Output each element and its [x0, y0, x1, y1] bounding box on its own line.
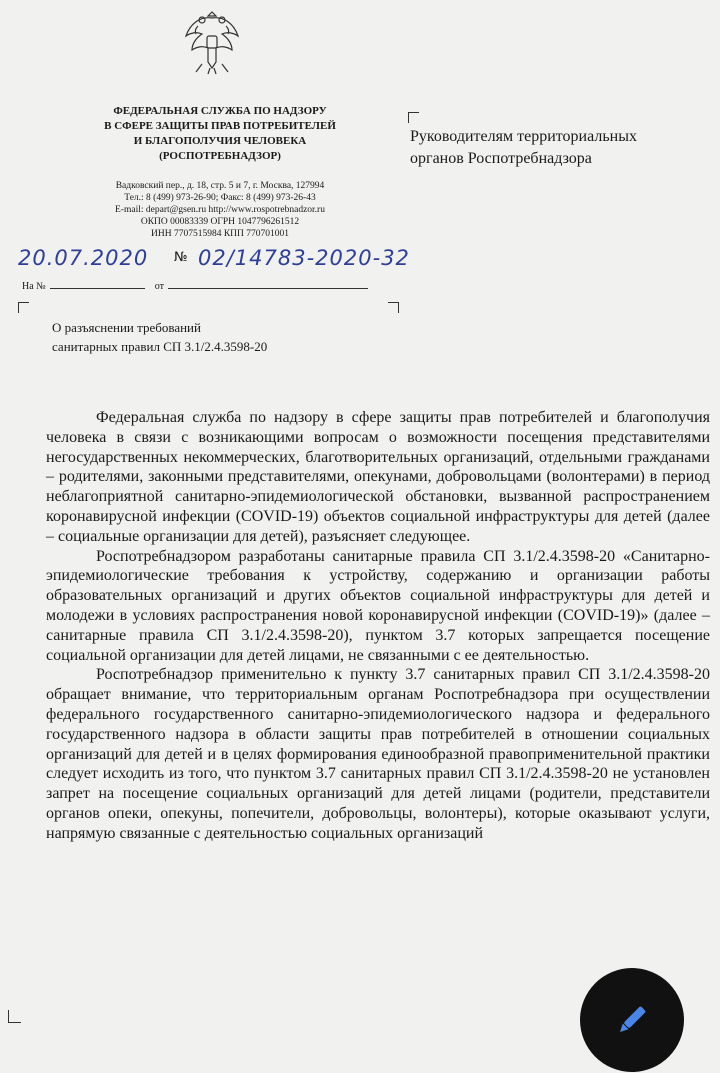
pencil-edit-icon — [612, 1000, 652, 1040]
subject-line: санитарных правил СП 3.1/2.4.3598-20 — [52, 339, 268, 354]
reference-line — [22, 281, 368, 292]
agency-name — [70, 104, 370, 164]
letter-body — [46, 408, 710, 844]
letter-subject — [52, 318, 267, 356]
ref-label: На № — [22, 281, 46, 292]
subject-bracket-left — [18, 302, 29, 313]
subject-bracket-right — [388, 302, 399, 313]
addressee-line: Руководителям территориальных — [410, 128, 637, 145]
coat-of-arms-emblem — [180, 6, 244, 78]
addressee — [410, 126, 700, 170]
body-paragraph: Роспотребнадзором разработаны санитарные правила СП 3.1/2.4.3598-20 «Санитарно-эпидемиологические требования к устройству, содержанию и организации работы образовательных организаций и других объектов социальной инфраструктуры для детей и молодежи в условиях распространения новой коронавирусной инфекции (COVID-19)» (далее – санитарные правила СП 3.1/2.4.3598-20), пунктом 3.7 которых запрещается посещение социальной организации для детей лицами, не связанными с ее деятельностью. — [46, 547, 710, 664]
handwritten-number: 02/14783-2020-32 — [198, 246, 410, 270]
contact-line: ОКПО 00083339 ОГРН 1047796261512 — [140, 217, 300, 227]
addressee-bracket — [408, 112, 419, 123]
number-sign: № — [174, 250, 189, 265]
subject-line: О разъяснении требований — [52, 320, 201, 335]
agency-line: ФЕДЕРАЛЬНАЯ СЛУЖБА ПО НАДЗОРУ — [113, 105, 327, 117]
body-paragraph: Федеральная служба по надзору в сфере защиты прав потребителей и благополучия человека в связи с возникающими вопросам о возможности посещения представителями негосударственных некоммерческих, благотворительных организаций, отдельными гражданами – родителями, законными представителями, опекунами, добровольцами (волонтерами) в период неблагоприятной санитарно-эпидемиологической обстановки, вызванной распространением коронавирусной инфекции (COVID-19) объектов социальной инфраструктуры для детей (далее – социальные организации для детей), разъясняет следующее. — [46, 409, 710, 545]
agency-line: В СФЕРЕ ЗАЩИТЫ ПРАВ ПОТРЕБИТЕЛЕЙ — [104, 120, 336, 132]
addressee-line: органов Роспотребнадзора — [410, 150, 592, 167]
body-paragraph: Роспотребнадзор применительно к пункту 3.7 санитарных правил СП 3.1/2.4.3598-20 обращает внимание, что территориальным органам Роспотребнадзора при осуществлении федерального государственного санитарно-эпидемиологического надзора и федерального государственного надзора в области защиты прав потребителей в отношении социальных организаций для детей и в целях формирования единообразной правоприменительной практики следует исходить из того, что пунктом 3.7 санитарных правил СП 3.1/2.4.3598-20 не установлен запрет на посещение социальных организаций для детей лицами (родители, представители органов опеки, опекуны, попечители, добровольцы, волонтеры), которые оказывают услуги, напрямую связанные с деятельностью социальных организаций — [46, 666, 710, 842]
contact-line: ИНН 7707515984 КПП 770701001 — [150, 229, 289, 239]
ref-from-label: от — [154, 281, 164, 292]
agency-contacts — [60, 180, 380, 240]
handwritten-registration — [18, 246, 438, 280]
agency-line: (РОСПОТРЕБНАДЗОР) — [159, 150, 281, 162]
edit-button[interactable] — [580, 968, 684, 1072]
contact-line: E-mail: depart@gsen.ru http://www.rospotrebnadzor.ru — [115, 205, 325, 215]
page-corner-mark — [8, 1010, 21, 1023]
handwritten-date: 20.07.2020 — [18, 246, 149, 270]
contact-line: Тел.: 8 (499) 973-26-90; Факс: 8 (499) 973-26-43 — [124, 193, 316, 203]
contact-line: Вадковский пер., д. 18, стр. 5 и 7, г. Москва, 127994 — [115, 181, 325, 191]
agency-line: И БЛАГОПОЛУЧИЯ ЧЕЛОВЕКА — [133, 135, 307, 147]
